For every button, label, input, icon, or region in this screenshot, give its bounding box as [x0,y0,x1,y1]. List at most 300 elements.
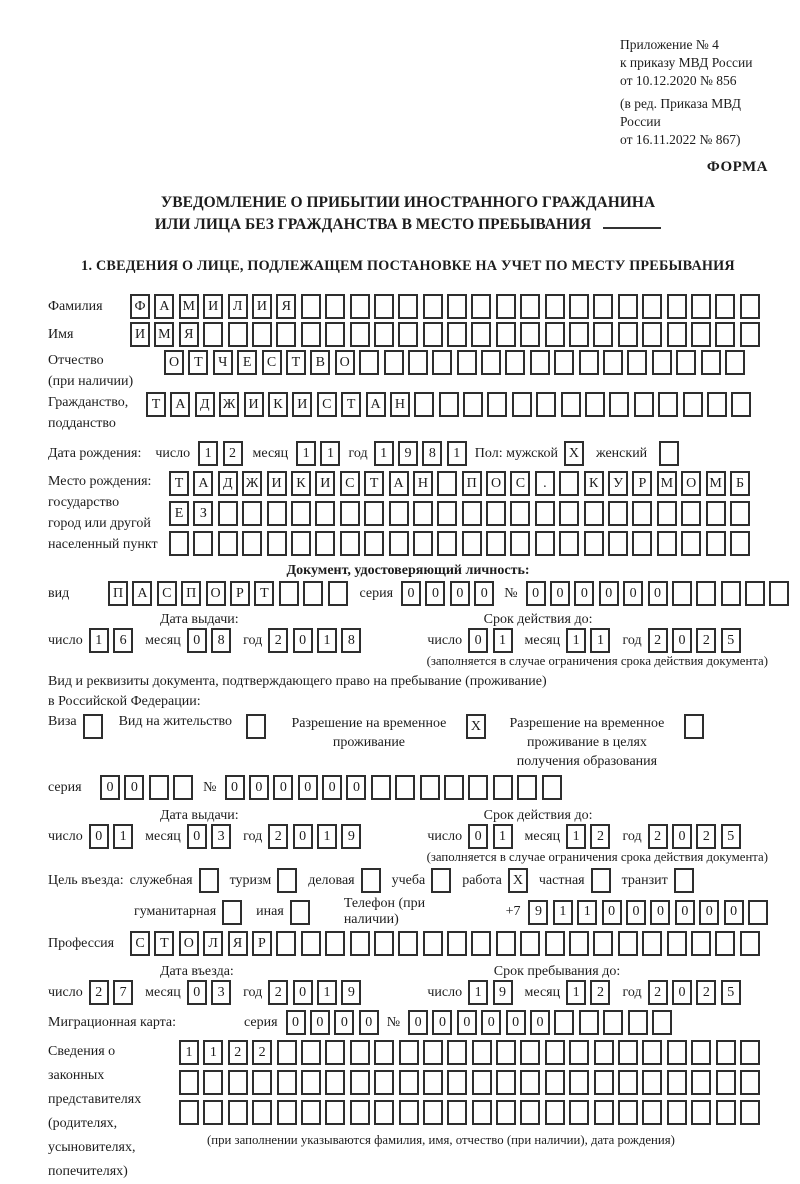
char-box[interactable] [252,322,272,347]
char-box[interactable] [715,931,735,956]
char-box[interactable] [193,531,213,556]
representatives-row3-boxes[interactable] [179,1100,760,1125]
char-box[interactable] [486,501,506,526]
char-box[interactable] [618,931,638,956]
char-box[interactable] [472,1070,492,1095]
char-box[interactable] [179,1100,199,1125]
char-box[interactable] [696,581,716,606]
passport-issue-year-boxes[interactable] [268,628,361,653]
char-box[interactable] [462,531,482,556]
char-box[interactable]: 0 [550,581,570,606]
char-box[interactable]: 0 [334,1010,354,1035]
char-box[interactable]: И [315,471,335,496]
char-box[interactable] [683,392,703,417]
char-box[interactable]: 0 [100,775,120,800]
char-box[interactable] [748,900,768,925]
char-box[interactable] [658,392,678,417]
char-box[interactable]: 0 [187,824,207,849]
char-box[interactable]: 3 [211,824,231,849]
char-box[interactable] [520,294,540,319]
char-box[interactable]: 0 [599,581,619,606]
char-box[interactable] [520,1040,540,1065]
char-box[interactable] [676,350,696,375]
char-box[interactable] [437,471,457,496]
char-box[interactable]: 2 [590,980,610,1005]
char-box[interactable]: 5 [721,628,741,653]
char-box[interactable]: 0 [408,1010,428,1035]
char-box[interactable]: 1 [447,441,467,466]
char-box[interactable] [667,931,687,956]
char-box[interactable] [242,531,262,556]
char-box[interactable] [510,531,530,556]
char-box[interactable] [667,1100,687,1125]
char-box[interactable] [716,1100,736,1125]
char-box[interactable]: 0 [530,1010,550,1035]
char-box[interactable] [667,294,687,319]
char-box[interactable]: 1 [590,628,610,653]
char-box[interactable] [559,471,579,496]
char-box[interactable] [593,931,613,956]
char-box[interactable]: А [154,294,174,319]
char-box[interactable] [447,1100,467,1125]
char-box[interactable]: 0 [425,581,445,606]
char-box[interactable]: 0 [225,775,245,800]
char-box[interactable]: 9 [528,900,548,925]
char-box[interactable] [301,1040,321,1065]
char-box[interactable] [608,531,628,556]
patronymic-boxes[interactable] [164,350,745,375]
char-box[interactable] [632,501,652,526]
representatives-row1-boxes[interactable] [179,1040,760,1065]
char-box[interactable]: 0 [526,581,546,606]
char-box[interactable] [398,322,418,347]
char-box[interactable] [579,1010,599,1035]
permit-issue-year-boxes[interactable] [268,824,361,849]
doc-seriya-boxes[interactable] [401,581,494,606]
char-box[interactable]: П [108,581,128,606]
char-box[interactable] [545,1040,565,1065]
char-box[interactable]: Д [218,471,238,496]
char-box[interactable]: С [262,350,282,375]
char-box[interactable] [325,1040,345,1065]
char-box[interactable]: В [310,350,330,375]
char-box[interactable] [725,350,745,375]
char-box[interactable]: 0 [481,1010,501,1035]
commercial-checkbox[interactable] [361,868,381,893]
char-box[interactable]: Т [188,350,208,375]
char-box[interactable] [83,714,103,739]
char-box[interactable] [545,322,565,347]
char-box[interactable]: 1 [374,441,394,466]
surname-boxes[interactable] [130,294,760,319]
char-box[interactable] [486,531,506,556]
char-box[interactable]: М [154,322,174,347]
char-box[interactable] [569,322,589,347]
char-box[interactable] [731,392,751,417]
char-box[interactable] [618,1100,638,1125]
char-box[interactable] [618,294,638,319]
representatives-row2-boxes[interactable] [179,1070,760,1095]
char-box[interactable]: А [132,581,152,606]
char-box[interactable] [374,931,394,956]
char-box[interactable] [399,1100,419,1125]
char-box[interactable] [715,294,735,319]
char-box[interactable] [672,581,692,606]
char-box[interactable] [301,1100,321,1125]
char-box[interactable] [554,350,574,375]
permit-issue-day-boxes[interactable] [89,824,133,849]
char-box[interactable] [585,392,605,417]
char-box[interactable] [642,1100,662,1125]
char-box[interactable]: 8 [211,628,231,653]
char-box[interactable] [374,294,394,319]
char-box[interactable] [398,931,418,956]
char-box[interactable]: И [267,471,287,496]
char-box[interactable]: 0 [626,900,646,925]
char-box[interactable] [691,1100,711,1125]
char-box[interactable] [628,1010,648,1035]
char-box[interactable] [618,1040,638,1065]
char-box[interactable] [584,501,604,526]
char-box[interactable] [325,1070,345,1095]
doc-kind-boxes[interactable] [108,581,348,606]
char-box[interactable]: А [389,471,409,496]
char-box[interactable] [545,1070,565,1095]
char-box[interactable]: 3 [211,980,231,1005]
char-box[interactable] [350,294,370,319]
char-box[interactable]: М [657,471,677,496]
char-box[interactable] [569,294,589,319]
char-box[interactable] [364,501,384,526]
char-box[interactable] [228,1070,248,1095]
char-box[interactable] [340,531,360,556]
char-box[interactable]: 0 [249,775,269,800]
char-box[interactable]: 1 [468,980,488,1005]
char-box[interactable]: 0 [468,824,488,849]
char-box[interactable]: 2 [268,980,288,1005]
char-box[interactable] [691,322,711,347]
char-box[interactable] [691,1040,711,1065]
char-box[interactable]: 0 [699,900,719,925]
char-box[interactable] [423,294,443,319]
char-box[interactable] [510,501,530,526]
char-box[interactable] [325,322,345,347]
char-box[interactable]: Л [203,931,223,956]
char-box[interactable] [657,531,677,556]
char-box[interactable] [468,775,488,800]
char-box[interactable] [471,322,491,347]
transit-checkbox[interactable] [674,868,694,893]
char-box[interactable]: . [535,471,555,496]
char-box[interactable] [371,775,391,800]
sex-male-checkbox[interactable] [564,441,584,466]
char-box[interactable] [413,531,433,556]
char-box[interactable] [740,1070,760,1095]
char-box[interactable] [520,931,540,956]
char-box[interactable] [632,531,652,556]
char-box[interactable]: 0 [273,775,293,800]
char-box[interactable] [423,1070,443,1095]
char-box[interactable]: 0 [672,824,692,849]
char-box[interactable]: К [291,471,311,496]
char-box[interactable] [374,322,394,347]
char-box[interactable] [535,501,555,526]
char-box[interactable] [706,531,726,556]
char-box[interactable] [569,1040,589,1065]
char-box[interactable]: Я [179,322,199,347]
stay-month-boxes[interactable] [566,980,610,1005]
char-box[interactable] [447,322,467,347]
char-box[interactable]: Р [230,581,250,606]
char-box[interactable] [444,775,464,800]
char-box[interactable] [512,392,532,417]
char-box[interactable] [481,350,501,375]
permit-expiry-year-boxes[interactable] [648,824,741,849]
char-box[interactable] [277,1100,297,1125]
humanitarian-checkbox[interactable] [222,900,242,925]
char-box[interactable] [399,1070,419,1095]
char-box[interactable] [740,294,760,319]
char-box[interactable] [350,1070,370,1095]
char-box[interactable]: 8 [422,441,442,466]
citizenship-boxes[interactable] [146,392,751,417]
char-box[interactable] [437,501,457,526]
char-box[interactable]: 0 [286,1010,306,1035]
char-box[interactable] [252,1100,272,1125]
char-box[interactable]: 2 [223,441,243,466]
char-box[interactable] [432,350,452,375]
char-box[interactable]: 8 [341,628,361,653]
char-box[interactable]: Р [252,931,272,956]
char-box[interactable]: Т [169,471,189,496]
char-box[interactable]: 9 [493,980,513,1005]
char-box[interactable] [439,392,459,417]
passport-issue-day-boxes[interactable] [89,628,133,653]
char-box[interactable] [277,868,297,893]
char-box[interactable]: Т [286,350,306,375]
char-box[interactable]: 2 [228,1040,248,1065]
sex-female-checkbox[interactable] [659,441,679,466]
char-box[interactable] [627,350,647,375]
char-box[interactable] [745,581,765,606]
char-box[interactable]: 0 [650,900,670,925]
char-box[interactable] [603,1010,623,1035]
char-box[interactable] [667,1070,687,1095]
char-box[interactable] [303,581,323,606]
char-box[interactable] [350,931,370,956]
char-box[interactable]: 2 [268,824,288,849]
char-box[interactable]: 0 [457,1010,477,1035]
char-box[interactable]: 2 [590,824,610,849]
char-box[interactable]: О [486,471,506,496]
char-box[interactable]: 0 [401,581,421,606]
char-box[interactable] [361,868,381,893]
char-box[interactable]: П [462,471,482,496]
char-box[interactable]: 0 [574,581,594,606]
char-box[interactable]: 1 [317,824,337,849]
char-box[interactable]: П [181,581,201,606]
char-box[interactable] [721,581,741,606]
char-box[interactable] [423,1100,443,1125]
char-box[interactable] [315,501,335,526]
char-box[interactable]: 1 [566,980,586,1005]
char-box[interactable] [642,322,662,347]
permit-expiry-day-boxes[interactable] [468,824,512,849]
char-box[interactable] [642,1070,662,1095]
char-box[interactable] [389,501,409,526]
entry-year-boxes[interactable] [268,980,361,1005]
birth-month-boxes[interactable] [296,441,340,466]
char-box[interactable]: 0 [724,900,744,925]
char-box[interactable]: 0 [672,980,692,1005]
char-box[interactable] [609,392,629,417]
char-box[interactable]: С [510,471,530,496]
char-box[interactable] [487,392,507,417]
char-box[interactable]: Я [228,931,248,956]
char-box[interactable]: X [564,441,584,466]
char-box[interactable] [340,501,360,526]
char-box[interactable]: 0 [298,775,318,800]
char-box[interactable]: 1 [566,824,586,849]
char-box[interactable]: 1 [296,441,316,466]
entry-day-boxes[interactable] [89,980,133,1005]
char-box[interactable] [423,931,443,956]
char-box[interactable] [218,501,238,526]
char-box[interactable]: 0 [293,980,313,1005]
char-box[interactable] [707,392,727,417]
char-box[interactable] [447,931,467,956]
char-box[interactable] [447,1040,467,1065]
char-box[interactable] [706,501,726,526]
char-box[interactable]: Т [254,581,274,606]
char-box[interactable]: К [584,471,604,496]
char-box[interactable]: 0 [468,628,488,653]
char-box[interactable] [325,931,345,956]
char-box[interactable]: 9 [341,980,361,1005]
char-box[interactable] [279,581,299,606]
char-box[interactable]: О [179,931,199,956]
birth-day-boxes[interactable] [198,441,242,466]
char-box[interactable] [701,350,721,375]
char-box[interactable] [520,1070,540,1095]
char-box[interactable]: Ж [219,392,239,417]
char-box[interactable]: Б [730,471,750,496]
char-box[interactable]: 2 [252,1040,272,1065]
char-box[interactable] [608,501,628,526]
study-checkbox[interactable] [431,868,451,893]
char-box[interactable] [520,322,540,347]
char-box[interactable] [447,294,467,319]
residence-number-boxes[interactable] [225,775,562,800]
passport-expiry-day-boxes[interactable] [468,628,512,653]
permit-expiry-month-boxes[interactable] [566,824,610,849]
char-box[interactable]: 0 [432,1010,452,1035]
char-box[interactable] [414,392,434,417]
char-box[interactable] [228,322,248,347]
char-box[interactable] [457,350,477,375]
char-box[interactable]: 2 [696,980,716,1005]
char-box[interactable] [536,392,556,417]
char-box[interactable]: 0 [359,1010,379,1035]
passport-expiry-year-boxes[interactable] [648,628,741,653]
char-box[interactable] [384,350,404,375]
char-box[interactable] [496,322,516,347]
char-box[interactable]: Н [413,471,433,496]
char-box[interactable]: 1 [493,824,513,849]
char-box[interactable] [584,531,604,556]
private-checkbox[interactable] [591,868,611,893]
char-box[interactable] [542,775,562,800]
char-box[interactable] [267,531,287,556]
char-box[interactable] [545,1100,565,1125]
doc-number-boxes[interactable] [526,581,790,606]
char-box[interactable] [350,322,370,347]
char-box[interactable] [594,1040,614,1065]
char-box[interactable] [447,1070,467,1095]
char-box[interactable] [149,775,169,800]
char-box[interactable]: А [366,392,386,417]
char-box[interactable]: 0 [310,1010,330,1035]
char-box[interactable]: 1 [317,628,337,653]
char-box[interactable] [569,931,589,956]
birth-year-boxes[interactable] [374,441,467,466]
char-box[interactable] [659,441,679,466]
char-box[interactable]: С [317,392,337,417]
char-box[interactable]: 0 [450,581,470,606]
char-box[interactable]: Л [228,294,248,319]
char-box[interactable]: 1 [203,1040,223,1065]
char-box[interactable]: 0 [675,900,695,925]
given-name-boxes[interactable] [130,322,760,347]
char-box[interactable] [173,775,193,800]
char-box[interactable] [301,294,321,319]
char-box[interactable]: Ф [130,294,150,319]
char-box[interactable]: К [268,392,288,417]
char-box[interactable]: И [130,322,150,347]
char-box[interactable]: О [681,471,701,496]
char-box[interactable] [389,531,409,556]
edu-permit-checkbox[interactable] [684,714,704,739]
char-box[interactable] [691,294,711,319]
char-box[interactable] [530,350,550,375]
char-box[interactable] [667,322,687,347]
char-box[interactable]: И [252,294,272,319]
char-box[interactable]: О [335,350,355,375]
char-box[interactable] [554,1010,574,1035]
char-box[interactable] [462,501,482,526]
char-box[interactable] [740,1040,760,1065]
char-box[interactable] [496,1100,516,1125]
char-box[interactable] [203,1100,223,1125]
char-box[interactable]: 0 [474,581,494,606]
char-box[interactable] [652,350,672,375]
char-box[interactable] [395,775,415,800]
char-box[interactable] [252,1070,272,1095]
char-box[interactable] [222,900,242,925]
char-box[interactable] [277,1070,297,1095]
char-box[interactable]: 2 [696,628,716,653]
char-box[interactable] [374,1040,394,1065]
char-box[interactable]: 1 [89,628,109,653]
char-box[interactable]: М [706,471,726,496]
char-box[interactable] [681,501,701,526]
birth-place-row3-boxes[interactable] [169,531,750,556]
char-box[interactable]: 0 [648,581,668,606]
char-box[interactable] [591,868,611,893]
char-box[interactable] [350,1040,370,1065]
char-box[interactable] [301,1070,321,1095]
char-box[interactable] [277,1040,297,1065]
